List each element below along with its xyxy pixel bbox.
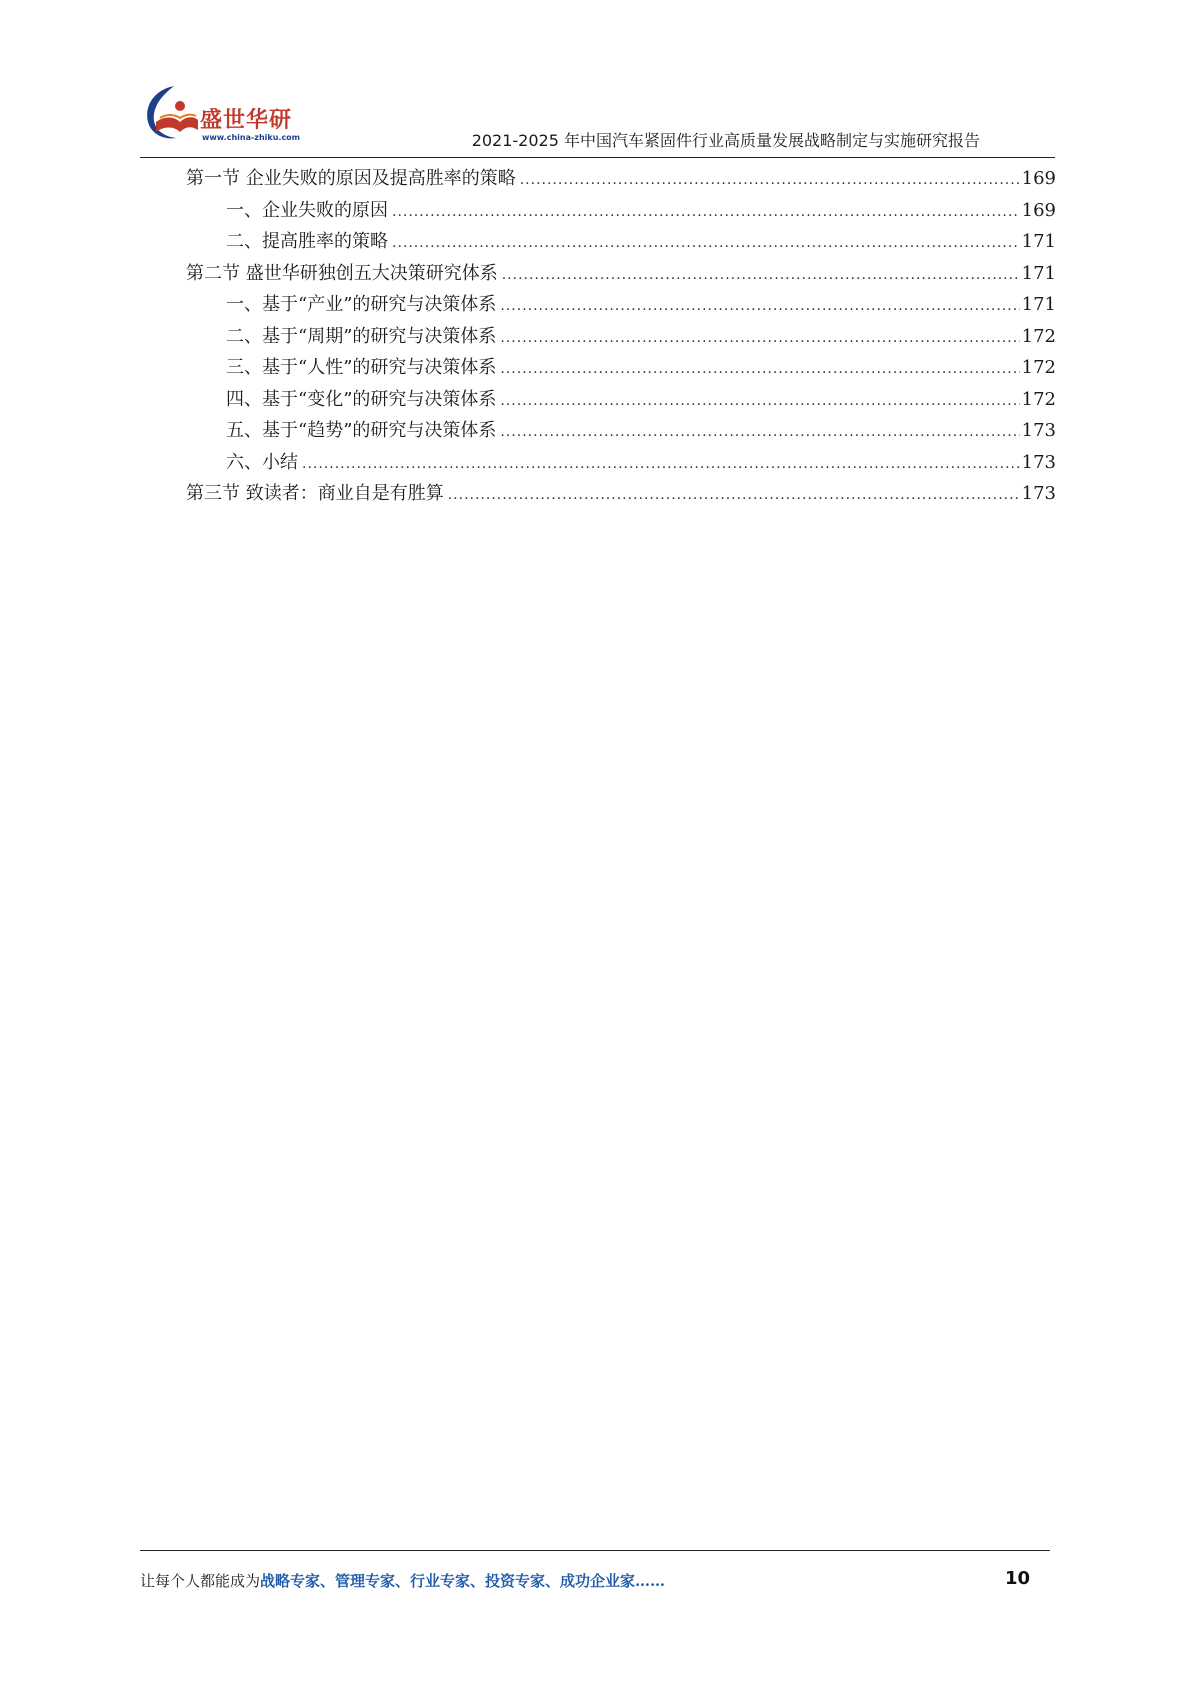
toc-dot-leader <box>500 354 1019 386</box>
toc-entry-page: 172 <box>1021 388 1056 410</box>
toc-entry-title: 第三节 致读者：商业自是有胜算 <box>186 483 444 504</box>
page-header <box>140 82 1050 160</box>
toc-dot-leader <box>448 480 1020 512</box>
toc-entry-page: 171 <box>1021 231 1056 252</box>
toc-dot-leader <box>520 165 1020 197</box>
toc-dot-leader <box>500 291 1019 323</box>
toc-entry[interactable] <box>186 478 1056 510</box>
toc-entry-title: 二、提高胜率的策略 <box>226 231 388 252</box>
logo-title: 盛世华研 <box>200 108 293 133</box>
slogan-roles: 战略专家、管理专家、行业专家、投资专家、成功企业家…… <box>260 1572 666 1590</box>
header-divider <box>140 157 1055 158</box>
toc-dot-leader <box>302 449 1020 481</box>
toc-entry-page: 169 <box>1021 168 1056 189</box>
footer-divider <box>140 1550 1050 1551</box>
toc-entry-page: 172 <box>1021 325 1056 347</box>
toc-dot-leader <box>392 197 1020 229</box>
toc-dot-leader <box>500 386 1019 418</box>
page-footer <box>140 1570 1050 1600</box>
toc-entry[interactable] <box>186 384 1056 416</box>
toc-entry-title: 第二节 盛世华研独创五大决策研究体系 <box>186 262 498 284</box>
table-of-contents <box>186 163 1056 510</box>
toc-entry[interactable] <box>186 447 1056 479</box>
toc-entry[interactable] <box>186 289 1056 321</box>
toc-entry-page: 173 <box>1021 483 1056 504</box>
toc-entry-title: 第一节 企业失败的原因及提高胜率的策略 <box>186 168 516 189</box>
toc-entry-page: 172 <box>1021 357 1056 378</box>
toc-entry[interactable] <box>186 321 1056 353</box>
toc-entry[interactable] <box>186 163 1056 195</box>
toc-dot-leader <box>502 260 1020 292</box>
toc-entry-page: 169 <box>1021 199 1056 221</box>
toc-entry[interactable] <box>186 195 1056 227</box>
toc-entry-page: 171 <box>1021 262 1056 284</box>
toc-dot-leader <box>392 228 1020 260</box>
slogan-lead: 让每个人都能成为 <box>140 1572 261 1590</box>
toc-entry-page: 173 <box>1021 451 1056 473</box>
toc-entry-title: 四、基于“变化”的研究与决策体系 <box>226 388 497 410</box>
toc-entry-title: 一、企业失败的原因 <box>226 199 388 221</box>
logo-emblem-icon <box>140 82 200 144</box>
toc-entry[interactable] <box>186 258 1056 290</box>
toc-entry-page: 173 <box>1021 420 1056 441</box>
toc-entry[interactable] <box>186 226 1056 258</box>
toc-dot-leader <box>500 323 1019 355</box>
toc-entry-title: 五、基于“趋势”的研究与决策体系 <box>226 420 497 441</box>
toc-entry-title: 一、基于“产业”的研究与决策体系 <box>226 294 497 315</box>
toc-dot-leader <box>500 417 1019 449</box>
footer-slogan <box>140 1570 665 1591</box>
report-title: 2021-2025 年中国汽车紧固件行业高质量发展战略制定与实施研究报告 <box>471 131 980 150</box>
toc-entry-page: 171 <box>1021 294 1056 315</box>
toc-entry-title: 六、小结 <box>226 451 298 473</box>
toc-entry[interactable] <box>186 352 1056 384</box>
toc-entry[interactable] <box>186 415 1056 447</box>
logo-url: www.china-zhiku.com <box>202 133 301 142</box>
company-logo <box>140 82 330 152</box>
page-number: 10 <box>1004 1568 1030 1589</box>
toc-entry-title: 三、基于“人性”的研究与决策体系 <box>226 357 497 378</box>
toc-entry-title: 二、基于“周期”的研究与决策体系 <box>226 325 497 347</box>
